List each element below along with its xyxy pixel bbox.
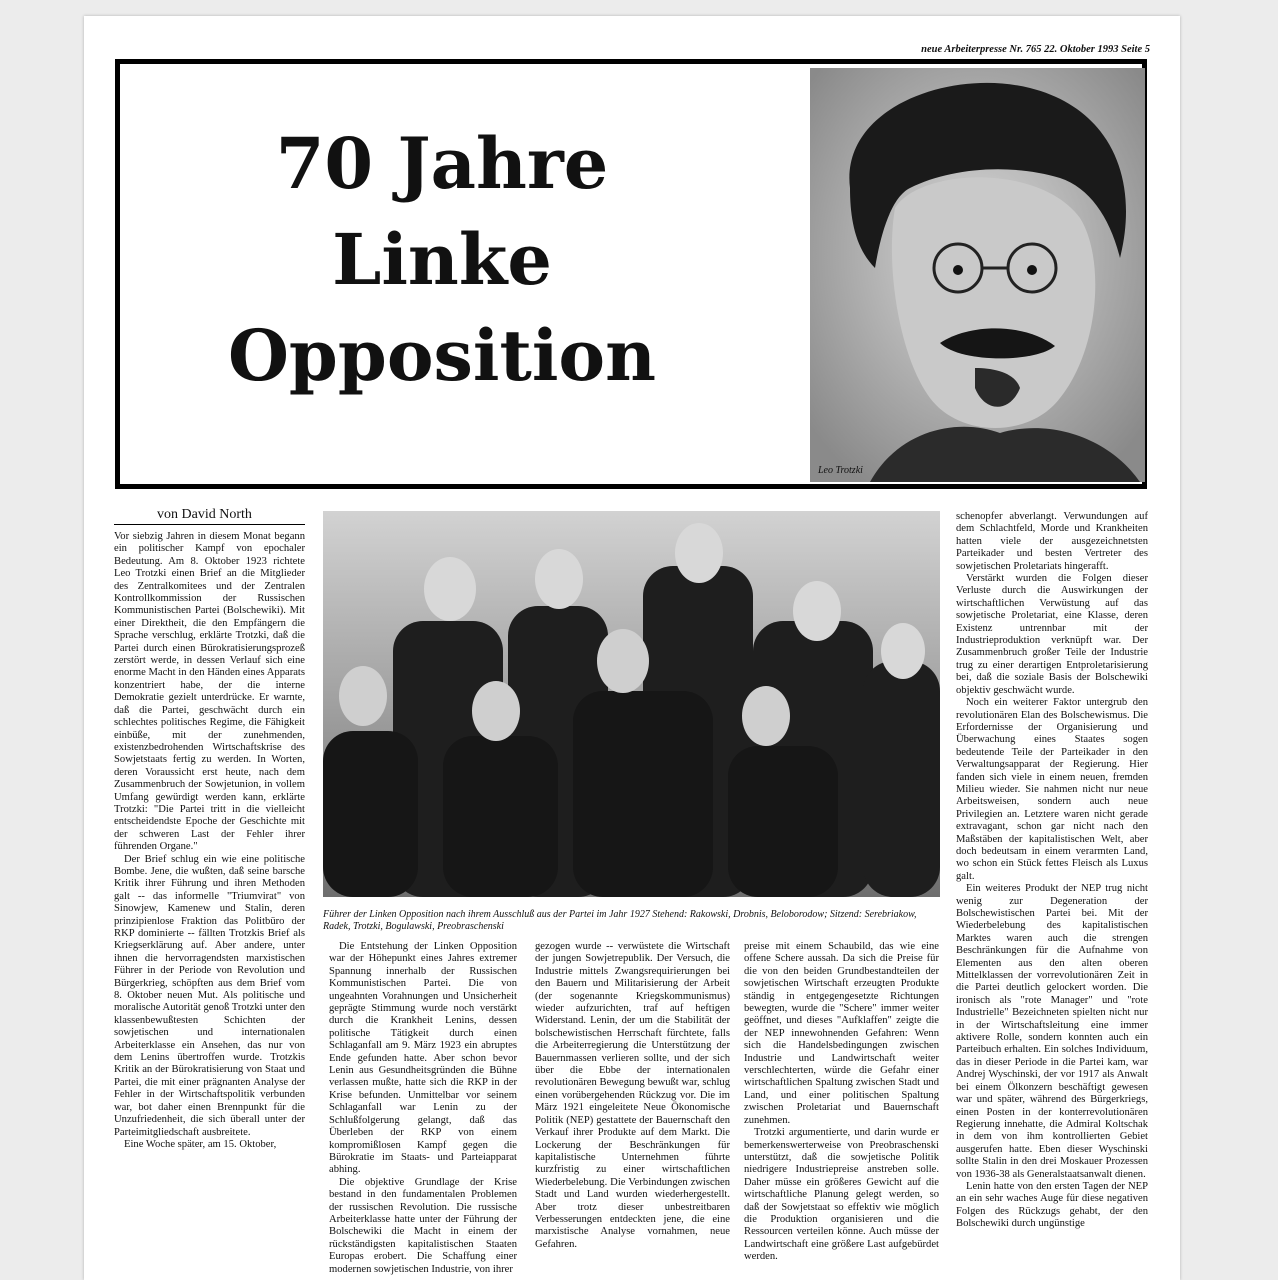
paragraph: Vor siebzig Jahren in diesem Monat begann ein politischer Kampf von epochaler Bedeutung. Am 8. Oktober 1923 richtete Leo Trotzki einen Brief an die Mitglieder des Zentralkomitees und der Zentralen Kontrollkommission der Russischen Kommunistischen Partei (Bolschewiki). Mit einer Direktheit, die den Empfängern die Sprache verschlug, erklärte Trotzki, daß die Partei durch einen Bürokratisierungsprozeß zerstört werde, in dessen Verlauf sich eine enorme Macht in den Händen eines Apparats konzentriert habe, der die interne Demokratie gezielt unterdrücke. Er warnte, daß die Partei, geschwächt durch ein schlechtes politisches Regime, die Fähigkeit einbüße, mit der zunehmenden, existenzbedrohenden Wirtschaftskrise des Sowjetstaats fertig zu werden. In Worten, deren Voraussicht erst heute, nach dem Zusammenbruch der Sowjetunion, in vollem Umfang gewürdigt werden kann, erklärte Trotzki: "Die Partei tritt in die vielleicht entscheidendste Epoche der Geschichte mit der schweren Last der Fehler ihrer führenden Organe." — [114, 531, 305, 853]
paragraph: Ein weiteres Produkt der NEP trug nicht wenig zur Degeneration der Bolschewistischen Partei bei. Mit der Wiederbelebung des kapitalistischen Marktes waren auch die strengen Beschränkungen für die Aufnahme von Elementen aus den alten oberen Mittelklassen der vorrevolutionären Zeit in die Partei deutlich gelockert worden. Die ironisch als "rote Manager" und "rote Industrielle" Bezeichneten spielten nicht nur in der Wirtschaftsleitung eine immer aktivere Rolle, sondern konnten auch ein Parteibuch erhalten. Ein solches Individuum, das in dieser Periode in die Partei kam, war Andrej Wyschinski, der vor 1917 als Anwalt bei einem Ölkonzern beschäftigt gewesen war und später, während des Bürgerkriegs, einen Posten in der konterrevolutionären Regierung innehatte, die Admiral Koltschak in dem von ihm kontrollierten Gebiet ausgerufen hatte. Eben dieser Wyschinski sollte Stalin in den drei Moskauer Prozessen von 1936-38 als Generalstaatsanwalt dienen. — [956, 883, 1148, 1180]
group-photo — [323, 511, 940, 897]
running-head: neue Arbeiterpresse Nr. 765 22. Oktober 1993 Seite 5 — [921, 44, 1150, 55]
paragraph: schenopfer abverlangt. Verwundungen auf dem Schlachtfeld, Morde und Krankheiten hatten viele der ausgezeichnetsten Parteikader und besten Vertreter des sowjetischen Proletariats hingerafft. — [956, 511, 1148, 572]
headline-line-2: Linke — [332, 218, 552, 301]
paragraph: Lenin hatte von den ersten Tagen der NEP an ein sehr waches Auge für diese negativen Folgen des Rückzugs gehabt, der den Bolschewiki durch ungünstige — [956, 1180, 1148, 1230]
headline-line-3: Opposition — [227, 314, 657, 397]
paragraph: preise mit einem Schaubild, das wie eine offene Schere aussah. Da sich die Preise für die von den beiden Grundbestandteilen der sowjetischen Wirtschaft erzeugten Produkte ständig in entgegengesetzte Richtungen bewegten, wurde die "Schere" immer weiter geöffnet, und dieses "Aufklaffen" zeigte die der NEP innewohnenden Gefahren: Wenn sich die Handelsbedingungen zwischen Industrie und Landwirtschaft weiter verschlechterten, würde die Gefahr einer wirtschaftlichen Spaltung zwischen Stadt und Land, und einer politischen Spaltung zwischen Proletariat und Bauernschaft zunehmen. — [744, 941, 939, 1126]
headline-line-1: 70 Jahre — [275, 122, 609, 205]
paragraph: Der Brief schlug ein wie eine politische Bombe. Jene, die wußten, daß seine barsche Kritik ihrer Führung und ihren Methoden galt -- das informelle "Triumvirat" von Sinowjew, Kamenew und Stalin, deren prinzipienlose Fraktion das Politbüro der RKP dominierte -- fällten Trotzkis Brief als Kriegserklärung auf. Aber andere, unter ihnen die hervorragendsten marxistischen Führer in der Periode von Revolution und Bürgerkrieg, schöpften aus dem Brief vom 8. Oktober neuen Mut. Als politische und moralische Autorität genoß Trotzki unter den klassenbewußtesten Schichten der sowjetischen und internationalen Arbeiterklasse ein Ansehen, das nur von dem Lenins übertroffen wurde. Trotzkis Kritik an der Bürokratisierung von Staat und Partei, die mit einer prägnanten Analyse der Fehler in der Wirtschaftspolitik verbunden war, bot daher einen Brennpunkt für die Unzufriedenheit, die sich überall unter der Parteimitgliedschaft ausbreitete. — [114, 853, 305, 1138]
paragraph: Verstärkt wurden die Folgen dieser Verluste durch die Auswirkungen der wirtschaftlichen Verwüstung auf das sowjetische Proletariat, eine Klasse, deren Existenz untrennbar mit der Industrieproduktion verknüpft war. Der Zusammenbruch großer Teile der Industrie trug zu einer derartigen Entproletarisierung bei, daß die soziale Basis der Bolschewiki objektiv geschwächt wurde. — [956, 573, 1148, 696]
text-column-5 — [956, 511, 1148, 1280]
paragraph: Noch ein weiterer Faktor untergrub den revolutionären Elan des Bolschewismus. Die Erfordernisse der Organisierung und Überwachung eines Staates sogen bedeutende Teile der Parteikader in den Verwaltungsapparat der Regierung. Hier fanden sich viele in einem neuen, fremden Milieu wieder. Sie nahmen nicht nur neue Arbeitsweisen, sondern auch neue Privilegien an. Letztere waren nicht gerade extravagant, schon gar nicht nach den Maßstäben der kapitalistischen Welt, aber doch bedeutsam in einem verarmten Land, wo schon ein Stück fettes Fleisch als Luxus galt. — [956, 697, 1148, 882]
byline: von David North — [157, 507, 252, 522]
paragraph: Trotzki argumentierte, und darin wurde er bemerkenswerterweise von Preobraschenski unterstützt, daß die sowjetische Politik niedrigere Industriepreise anstreben solle. Daher müsse ein größeres Gewicht auf die wirtschaftliche Planung gelegt werden, so daß der Sowjetstaat so effektiv wie möglich die Produktion organisieren und die Ressourcen verteilen könne. Auch müsse der Landwirtschaft eine größere Last aufgebürdet werden. — [744, 1127, 939, 1263]
paragraph: Die Entstehung der Linken Opposition war der Höhepunkt eines Jahres extremer Spannung innerhalb der Russischen Kommunistischen Partei. Die von ungeahnten Vorahnungen und Unsicherheit geprägte Stimmung wurde noch verstärkt durch die Krankheit Lenins, dessen politische Tätigkeit durch einen Schlaganfall am 9. März 1923 ein abruptes Ende gefunden hatte. Aber schon bevor Lenin aus Gesundheitsgründen die Bühne verlassen mußte, hatte sich die RKP in der Krise befunden. Unmittelbar vor seinem Schlaganfall war Lenin zu der Schlußfolgerung gelangt, daß das Überleben der RKP von einem kompromißlosen Kampf gegen die Bürokratie im Staats- und Parteiapparat abhing. — [329, 941, 517, 1176]
text-column-3 — [535, 941, 730, 1280]
headline — [142, 116, 742, 404]
portrait-caption: Leo Trotzki — [818, 465, 863, 476]
paragraph: Die objektive Grundlage der Krise bestand in den fundamentalen Problemen der russischen Revolution. Die russische Arbeiterklasse hatte unter der Führung der Bolschewiki die Macht in einem der rückständigsten kapitalistischen Staaten Europas erobert. Die Schaffung einer modernen sowjetischen Industrie, von ihrer — [329, 1176, 517, 1275]
portrait-photo — [810, 68, 1145, 482]
group-photo-caption: Führer der Linken Opposition nach ihrem Ausschluß aus der Partei im Jahr 1927 Stehend: Rakowski, Drobnis, Beloborodow; Sitzend: Serebriakow, Radek, Trotzki, Bogulawski, Preobraschenski — [323, 909, 917, 932]
newspaper-page — [84, 16, 1180, 1280]
byline-rule — [114, 524, 305, 525]
text-column-1 — [114, 531, 305, 1280]
text-column-2 — [329, 941, 517, 1280]
paragraph: gezogen wurde -- verwüstete die Wirtschaft der jungen Sowjetrepublik. Der Versuch, die Industrie mittels Zwangsrequirierungen bei den Bauern und Militarisierung der Arbeit (der sogenannte Kriegskommunismus) wieder aufzurichten, traf auf heftigen Widerstand. Lenin, der um die Stabilität der bolschewistischen Herrschaft fürchtete, falls die Arbeiterregierung die Unterstützung der Bauernmassen verlieren sollte, und der sich über die Ebbe der internationalen revolutionären Bewegung bewußt war, schlug einen vorübergehenden Rückzug vor. Die im März 1921 eingeleitete Neue Ökonomische Politik (NEP) gestattete der Bauernschaft den Verkauf ihrer Produkte auf dem Markt. Die Lockerung der Beschränkungen für kapitalistische Unternehmen führte kurzfristig zu einer wirtschaftlichen Wiederbelebung. Die Verbindungen zwischen Stadt und Land wurden wiederhergestellt. Aber trotz dieser unbestreitbaren Verbesserungen entdeckten jene, die eine marxistische Analyse vornahmen, neue Gefahren. — [535, 941, 730, 1250]
paragraph: Eine Woche später, am 15. Oktober, — [124, 1138, 277, 1150]
text-column-4 — [744, 941, 939, 1280]
